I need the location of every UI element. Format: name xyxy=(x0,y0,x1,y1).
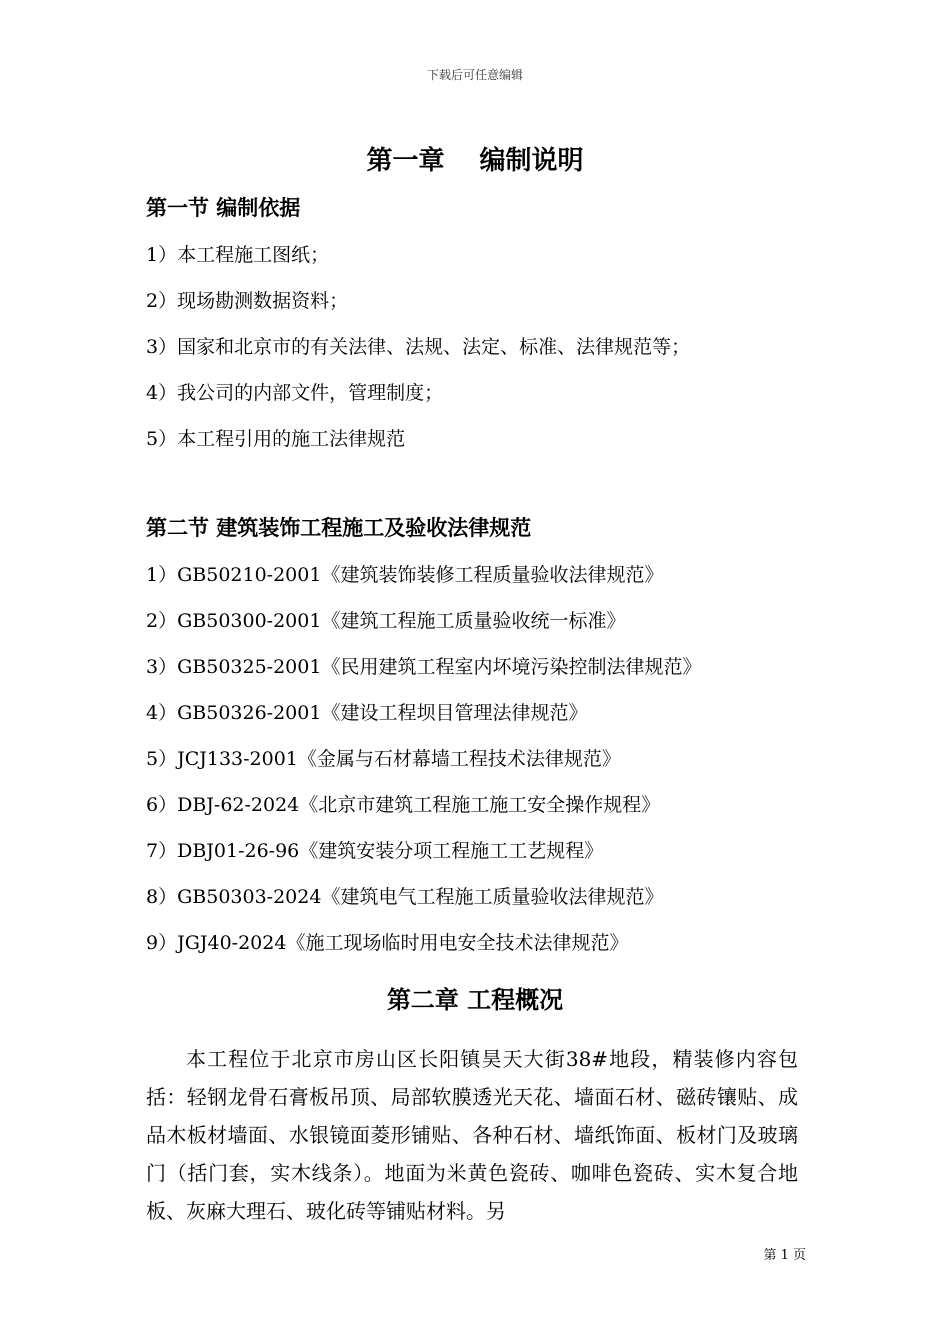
chapter-2-title: 第二章 工程概况 xyxy=(386,986,564,1014)
standard-item: 3）GB50325-2001《民用建筑工程室内坏境污染控制法律规范》 xyxy=(146,656,702,678)
basis-item: 1）本工程施工图纸； xyxy=(146,244,330,266)
section-1-title: 第一节 编制依据 xyxy=(146,196,301,220)
page-number: 第 1 页 xyxy=(763,1248,806,1263)
standard-item: 2）GB50300-2001《建筑工程施工质量验收统一标准》 xyxy=(146,610,626,632)
basis-item: 4）我公司的内部文件，管理制度； xyxy=(146,382,444,404)
standard-item: 5）JCJ133-2001《金属与石材幕墙工程技术法律规范》 xyxy=(146,748,621,770)
standard-item: 9）JGJ40-2024《施工现场临时用电安全技术法律规范》 xyxy=(146,932,629,954)
standard-item: 7）DBJ01-26-96《建筑安装分项工程施工工艺规程》 xyxy=(146,840,604,862)
standard-item: 1）GB50210-2001《建筑装饰装修工程质量验收法律规范》 xyxy=(146,564,664,586)
chapter-1-title: 第一章 编制说明 xyxy=(366,146,584,176)
page-header: 下载后可任意编辑 xyxy=(426,68,523,82)
standard-item: 6）DBJ-62-2024《北京市建筑工程施工施工安全操作规程》 xyxy=(146,794,661,816)
basis-item: 3）国家和北京市的有关法律、法规、法定、标准、法律规范等； xyxy=(146,336,691,358)
project-overview-paragraph: 本工程位于北京市房山区长阳镇昊天大街38#地段，精装修内容包括：轻钢龙骨石膏板吊顶、局部软膜透光天花、墙面石材、磁砖镶贴、成品木板材墙面、水银镜面菱形铺贴、各种石材、墙纸饰面、板材门及玻璃门（括门套，实木线条）。地面为米黄色瓷砖、咖啡色瓷砖、实木复合地板、灰麻大理石、玻化砖等铺贴材料。另 xyxy=(146,1047,798,1223)
section-2-title: 第二节 建筑装饰工程施工及验收法律规范 xyxy=(146,516,532,540)
standard-item: 4）GB50326-2001《建设工程坝目管理法律规范》 xyxy=(146,702,588,724)
basis-item: 5）本工程引用的施工法律规范 xyxy=(146,428,406,450)
basis-item: 2）现场勘测数据资料； xyxy=(146,290,349,312)
standard-item: 8）GB50303-2024《建筑电气工程施工质量验收法律规范》 xyxy=(146,886,664,908)
